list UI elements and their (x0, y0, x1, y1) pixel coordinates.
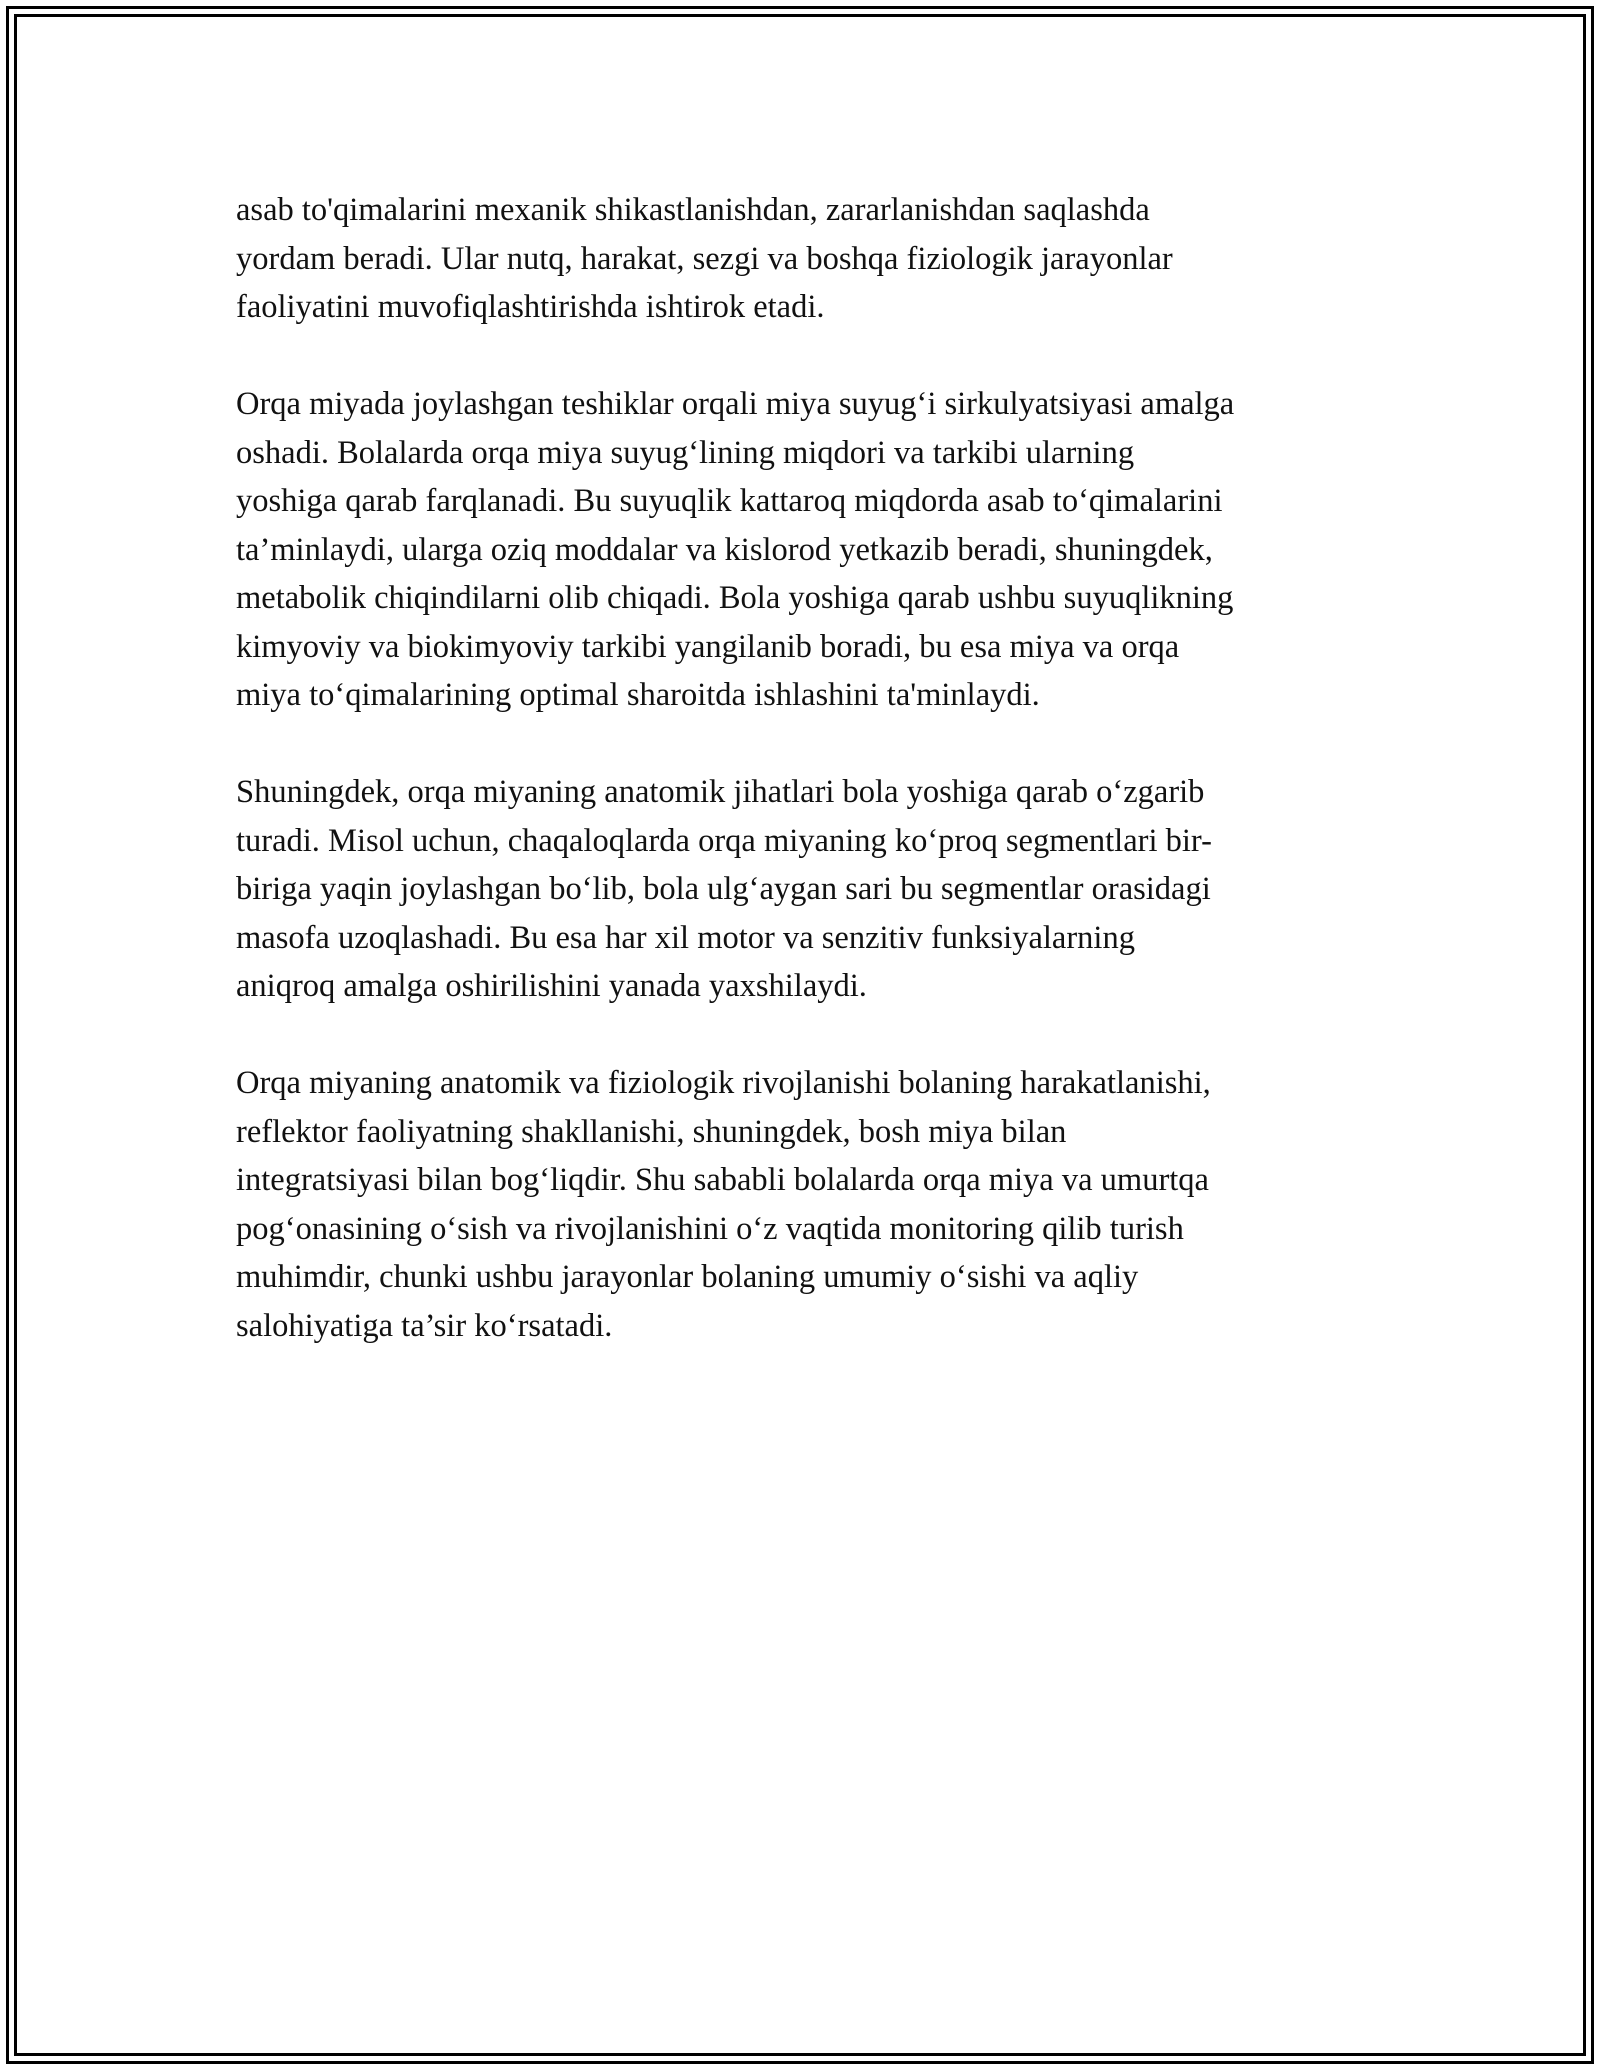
text-line: salohiyatiga ta’sir ko‘rsatadi. (236, 1307, 613, 1344)
text-line: miya to‘qimalarining optimal sharoitda ishlashini ta'minlaydi. (236, 677, 1040, 713)
document-body (236, 186, 1366, 1399)
text-line: aniqroq amalga oshirilishini yanada yaxshilaydi. (236, 968, 867, 1004)
text-line: Orqa miyada joylashgan teshiklar orqali miya suyug‘i sirkulyatsiyasi amalga (236, 386, 1235, 422)
text-line: integratsiyasi bilan bog‘liqdir. Shu sababli bolalarda orqa miya va umurtqa (236, 1162, 1209, 1198)
text-line: kimyoviy va biokimyoviy tarkibi yangilanib boradi, bu esa miya va orqa (236, 628, 1180, 665)
paragraph-1 (236, 186, 1366, 332)
text-line: pog‘onasining o‘sish va rivojlanishini o‘z vaqtida monitoring qilib turish (236, 1210, 1184, 1247)
text-line: muhimdir, chunki ushbu jarayonlar bolaning umumiy o‘sishi va aqliy (236, 1259, 1139, 1295)
paragraph-3 (236, 768, 1366, 1011)
text-line: yoshiga qarab farqlanadi. Bu suyuqlik kattaroq miqdorda asab to‘qimalarini (236, 483, 1223, 519)
text-line: reflektor faoliyatning shakllanishi, shuningdek, bosh miya bilan (236, 1113, 1067, 1150)
text-line: turadi. Misol uchun, chaqaloqlarda orqa miyaning ko‘proq segmentlari bir- (236, 822, 1212, 859)
text-line: masofa uzoqlashadi. Bu esa har xil motor va senzitiv funksiyalarning (236, 919, 1135, 956)
paragraph-4 (236, 1059, 1366, 1350)
text-line: ta’minlaydi, ularga oziq moddalar va kislorod yetkazib beradi, shuningdek, (236, 531, 1213, 568)
text-line: Shuningdek, orqa miyaning anatomik jihatlari bola yoshiga qarab o‘zgarib (236, 774, 1205, 810)
text-line: asab to'qimalarini mexanik shikastlanishdan, zararlanishdan saqlashda (236, 192, 1150, 228)
text-line: Orqa miyaning anatomik va fiziologik rivojlanishi bolaning harakatlanishi, (236, 1065, 1211, 1101)
text-line: yordam beradi. Ular nutq, harakat, sezgi va boshqa fiziologik jarayonlar (236, 240, 1173, 277)
text-line: metabolik chiqindilarni olib chiqadi. Bola yoshiga qarab ushbu suyuqlikning (236, 580, 1234, 616)
paragraph-2 (236, 380, 1366, 720)
text-line: faoliyatini muvofiqlashtirishda ishtirok etadi. (236, 289, 825, 325)
text-line: oshadi. Bolalarda orqa miya suyug‘lining miqdori va tarkibi ularning (236, 434, 1135, 471)
text-line: biriga yaqin joylashgan bo‘lib, bola ulg‘aygan sari bu segmentlar orasidagi (236, 871, 1211, 907)
